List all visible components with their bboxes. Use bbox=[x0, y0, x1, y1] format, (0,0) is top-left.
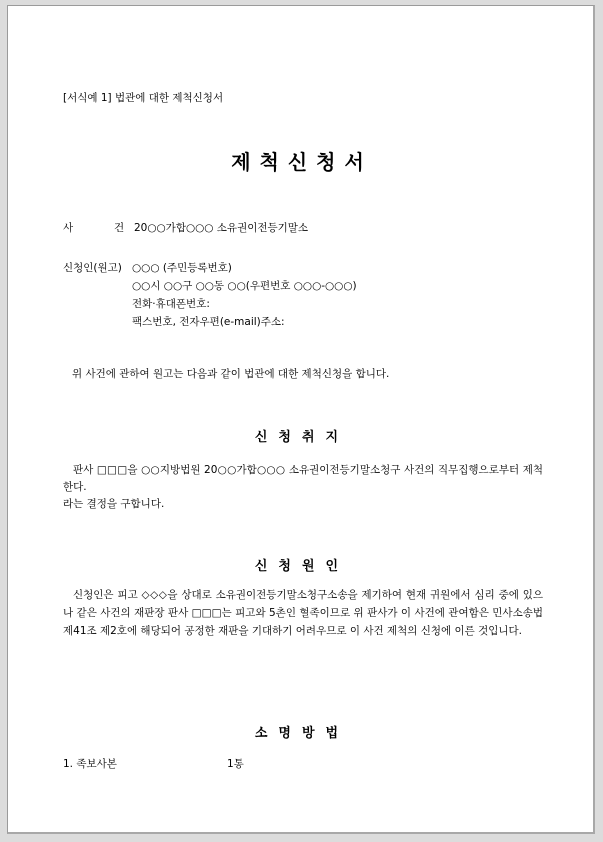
section-title-request-grounds: 신청원인 bbox=[254, 559, 350, 574]
form-label: [서식예 1] 법관에 대한 제척신청서 bbox=[63, 92, 224, 104]
section-body-request-grounds bbox=[63, 586, 543, 640]
document-page bbox=[7, 5, 595, 834]
request-purpose-line: 판사 □□□을 ○○지방법원 20○○가합○○○ 소유권이전등기말소청구 사건의 직무집행으로부터 제척한다. bbox=[63, 464, 543, 493]
applicant-fax-email: 팩스번호, 전자우편(e-mail)주소: bbox=[132, 316, 285, 328]
request-grounds-paragraph: 신청인은 피고 ◇◇◇을 상대로 소유권이전등기말소청구소송을 제기하여 현재 귀원에서 심리 중에 있으나 같은 사건의 재판장 판사 □□□는 피고와 5촌인 혈족이므로 위 판사가 이 사건에 관여함은 민사소송법 제41조 제2호에 해당되어 공정한 재판을 기대하기 어려우므로 이 사건 제척의 신청에 이른 것입니다. bbox=[63, 589, 543, 637]
intro-sentence: 위 사건에 관하여 원고는 다음과 같이 법관에 대한 제척신청을 합니다. bbox=[72, 368, 390, 380]
section-title-request-purpose: 신청취지 bbox=[254, 430, 350, 445]
case-value: 20○○가합○○○ 소유권이전등기말소 bbox=[134, 222, 309, 234]
applicant-label: 신청인(원고) bbox=[63, 262, 122, 274]
section-title-evidence: 소명방법 bbox=[254, 726, 350, 741]
evidence-item-count: 1통 bbox=[227, 758, 244, 770]
applicant-address: ○○시 ○○구 ○○동 ○○(우편번호 ○○○-○○○) bbox=[132, 280, 357, 292]
case-label-part1: 사 bbox=[63, 222, 74, 234]
section-body-request-purpose bbox=[63, 462, 543, 513]
document-title: 제척신청서 bbox=[231, 150, 373, 174]
applicant-phone: 전화·휴대폰번호: bbox=[132, 298, 210, 310]
applicant-name: ○○○ (주민등록번호) bbox=[132, 262, 232, 274]
request-purpose-line: 라는 결정을 구합니다. bbox=[63, 498, 165, 510]
case-label-part2: 건 bbox=[114, 222, 125, 234]
evidence-item-label: 1. 족보사본 bbox=[63, 758, 117, 770]
